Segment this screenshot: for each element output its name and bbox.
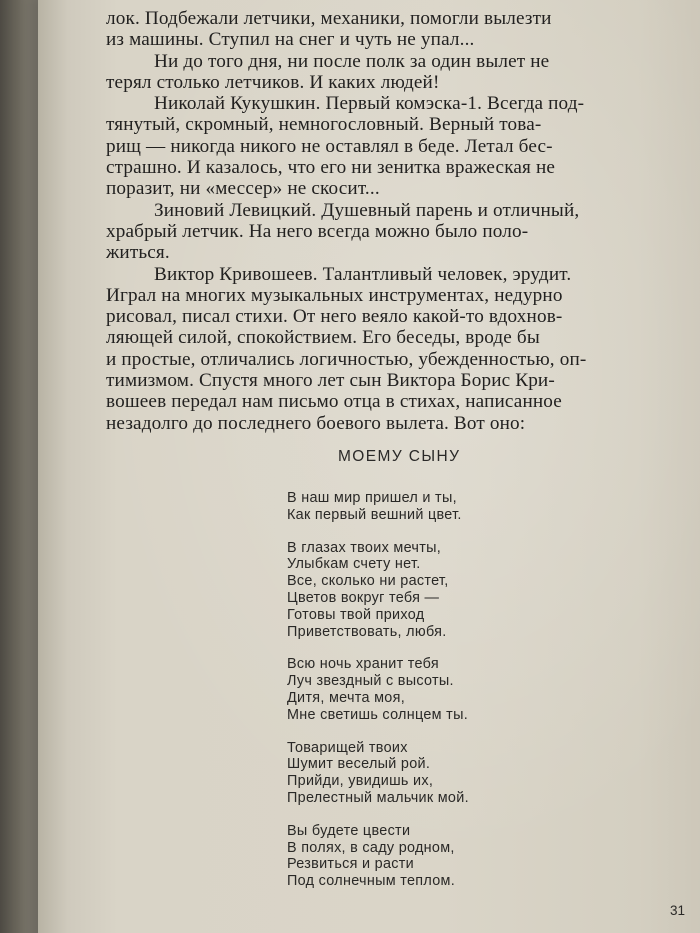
verse-line: Под солнечным теплом. — [287, 873, 455, 890]
verse-line: Готовы твой приход — [287, 606, 425, 623]
verse-line: Цветов вокруг тебя — — [287, 589, 440, 606]
verse-line: Шумит веселый рой. — [287, 756, 431, 773]
verse-line: Дитя, мечта моя, — [287, 689, 405, 706]
verse-line: Улыбкам счету нет. — [287, 556, 421, 573]
verse-line: Мне светишь солнцем ты. — [287, 706, 469, 723]
verse-line: В полях, в саду родном, — [287, 839, 455, 856]
book-page — [38, 0, 700, 933]
stanza-3 — [287, 656, 469, 723]
paragraph-1: лок. Подбежали летчики, механики, помогли вылезти из машины. Ступил на снег и чуть не упал... — [106, 8, 552, 51]
paragraph-2: Ни до того дня, ни после полк за один вылет не терял столько летчиков. И каких людей! — [106, 50, 550, 93]
verse-line: Резвиться и расти — [287, 856, 414, 873]
verse-line: В наш мир пришел и ты, — [287, 490, 457, 506]
stanza-1 — [287, 490, 469, 524]
verse-line: В глазах твоих мечты, — [287, 539, 442, 556]
paragraph-3: Николай Кукушкин. Первый комэска-1. Всегда под- тянутый, скромный, немногословный. Верный това- рищ — никогда никого не оставлял в беде. Летал бес- страшно. И казалось, что его ни зенитка вражеская не поразит, ни «мессер» не скосит... — [106, 93, 585, 200]
page-number: 31 — [670, 903, 686, 918]
verse-line: Приветствовать, любя. — [287, 623, 447, 640]
verse-line: Товарищей твоих — [287, 739, 408, 756]
poem-title: МОЕМУ СЫНУ — [338, 448, 461, 465]
verse-line: Все, сколько ни растет, — [287, 573, 449, 590]
prose-block — [106, 8, 676, 434]
stanza-2 — [287, 540, 469, 641]
verse-line: Как первый вешний цвет. — [287, 506, 462, 523]
paragraph-5: Виктор Кривошеев. Талантливый человек, эрудит. Играл на многих музыкальных инструментах, недурно рисовал, писал стихи. От него веяло какой-то вдохнов- ляющей силой, спокойствием. Его беседы, вроде бы и простые, отличались логичностью, убежденностью, оп- тимизмом. Спустя много лет сын Виктора Борис Кри- вошеев передал нам письмо отца в стихах, написанное незадолго до последнего боевого вылета. Вот оно: — [106, 263, 587, 434]
stanza-4 — [287, 740, 469, 807]
stanza-5 — [287, 823, 469, 890]
verse-line: Всю ночь хранит тебя — [287, 656, 439, 673]
verse-line: Прийди, увидишь их, — [287, 773, 434, 790]
verse-line: Прелестный мальчик мой. — [287, 789, 469, 806]
paragraph-4: Зиновий Левицкий. Душевный парень и отличный, храбрый летчик. На него всегда можно было поло- житься. — [106, 199, 580, 264]
verse-line: Вы будете цвести — [287, 822, 411, 839]
poem — [287, 490, 469, 906]
verse-line: Луч звездный с высоты. — [287, 673, 454, 690]
